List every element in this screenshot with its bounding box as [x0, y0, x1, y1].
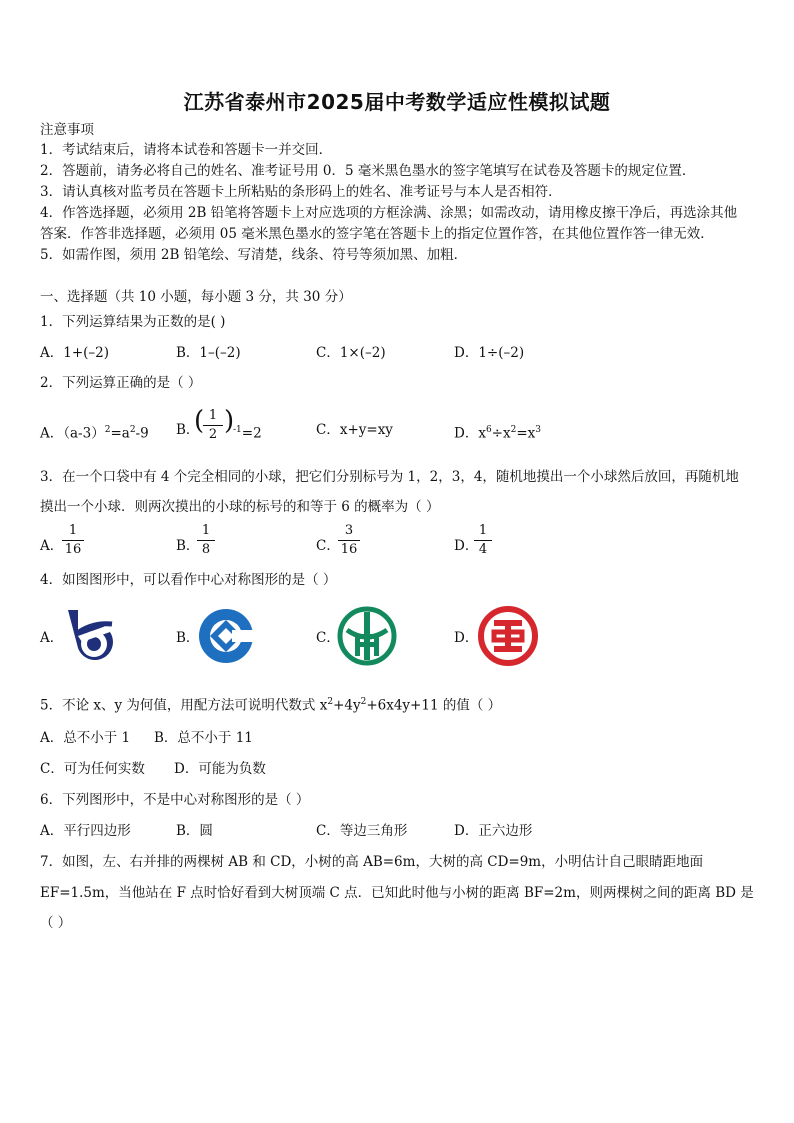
question-3-stem-line1: 3．在一个口袋中有 4 个完全相同的小球，把它们分别标号为 1，2，3，4，随机地摸出一个小球然后放回，再随机地: [40, 469, 739, 485]
notice-line: 1．考试结束后，请将本试卷和答题卡一并交回．: [40, 142, 333, 158]
bank-logo-a-icon: [62, 606, 122, 666]
question-1-stem: 1．下列运算结果为正数的是( ): [40, 314, 226, 330]
q3-option-c-fraction: 3 16: [338, 523, 360, 558]
q1-option-c: C．1×(–2): [316, 345, 386, 361]
q6-option-a: A．平行四边形: [40, 823, 131, 839]
question-6-stem: 6．下列图形中，不是中心对称图形的是（ ）: [40, 792, 310, 808]
notice-line: 3．请认真核对监考员在答题卡上所粘贴的条形码上的姓名、准考证号与本人是否相符．: [40, 184, 562, 200]
q5-option-d: D．可能为负数: [174, 761, 266, 777]
notice-line: 2．答题前，请务必将自己的姓名、准考证号用 0．5 毫米黑色墨水的签字笔填写在试卷及答题卡的规定位置．: [40, 163, 696, 179]
q4-option-b-label: B．: [176, 630, 200, 646]
bank-logo-b-icon: [196, 606, 256, 666]
q4-option-c-label: C．: [316, 630, 340, 646]
q3-option-d-label: D．: [454, 538, 479, 554]
q3-option-a-label: A．: [40, 538, 64, 554]
q2-option-c: C．x+y=xy: [316, 422, 393, 438]
question-2-stem: 2．下列运算正确的是（ ）: [40, 375, 202, 391]
q6-option-b: B．圆: [176, 823, 213, 839]
q3-option-d-fraction: 1 4: [474, 523, 492, 558]
question-7-line3: （ ）: [40, 915, 72, 931]
q3-option-b-label: B．: [176, 538, 200, 554]
q4-option-a-label: A．: [40, 630, 64, 646]
q2-option-a: A．$(a-3)^2=a^2-9$: [40, 425, 149, 442]
q5-option-b: B．总不小于 11: [154, 730, 253, 746]
q2-option-b-paren-open: (: [194, 406, 205, 436]
q2-option-b-label: B．: [176, 422, 200, 438]
q1-option-b: B．1–(–2): [176, 345, 241, 361]
notice-heading: 注意事项: [40, 122, 94, 138]
q4-option-d-label: D．: [454, 630, 479, 646]
q1-option-a: A．1+(–2): [40, 345, 110, 361]
q2-option-b-exp: $^{-1}$=2: [233, 425, 262, 442]
q6-option-c: C．等边三角形: [316, 823, 408, 839]
notice-line: 答案．作答非选择题，必须用 05 毫米黑色墨水的签字笔在答题卡上的指定位置作答，在其他位置作答一律无效．: [40, 226, 714, 242]
question-3-stem-line2: 摸出一个小球．则两次摸出的小球的标号的和等于 6 的概率为（ ）: [40, 499, 440, 515]
q3-option-c-label: C．: [316, 538, 340, 554]
q1-option-d: D．1÷(–2): [454, 345, 525, 361]
q6-option-d: D．正六边形: [454, 823, 533, 839]
question-7-line1: 7．如图，左、右并排的两棵树 AB 和 CD，小树的高 AB=6m，大树的高 CD=9m，小明估计自己眼睛距地面: [40, 854, 704, 870]
bank-logo-c-icon: [337, 606, 397, 666]
q2-option-b-fraction: 1 2: [203, 408, 223, 443]
q2-option-b-paren-close: ): [224, 406, 235, 436]
question-7-line2: EF=1.5m，当他站在 F 点时恰好看到大树顶端 C 点．已知此时他与小树的距离 BF=2m，则两棵树之间的距离 BD 是: [40, 885, 754, 901]
q3-option-b-fraction: 1 8: [197, 523, 215, 558]
question-5-stem: 5．不论 x、y 为何值，用配方法可说明代数式 $x^2+4y^2+6x4y+11$ 的值（ ）: [40, 697, 502, 714]
question-4-stem: 4．如图图形中，可以看作中心对称图形的是（ ）: [40, 572, 337, 588]
q5-option-c: C．可为任何实数: [40, 761, 145, 777]
notice-line: 4．作答选择题，必须用 2B 铅笔将答题卡上对应选项的方框涂满、涂黑；如需改动，请用橡皮擦干净后，再选涂其他: [40, 205, 738, 221]
q3-option-a-fraction: 1 16: [62, 523, 84, 558]
q5-option-a: A．总不小于 1: [40, 730, 131, 746]
bank-logo-d-icon: [478, 606, 538, 666]
q2-option-d: D．$x^6\div x^2=x^3$: [454, 425, 542, 442]
section-heading: 一、选择题（共 10 小题，每小题 3 分，共 30 分）: [40, 289, 352, 305]
page-title: 江苏省泰州市2025届中考数学适应性模拟试题: [183, 90, 611, 114]
notice-line: 5．如需作图，须用 2B 铅笔绘、写清楚，线条、符号等须加黑、加粗．: [40, 247, 468, 263]
